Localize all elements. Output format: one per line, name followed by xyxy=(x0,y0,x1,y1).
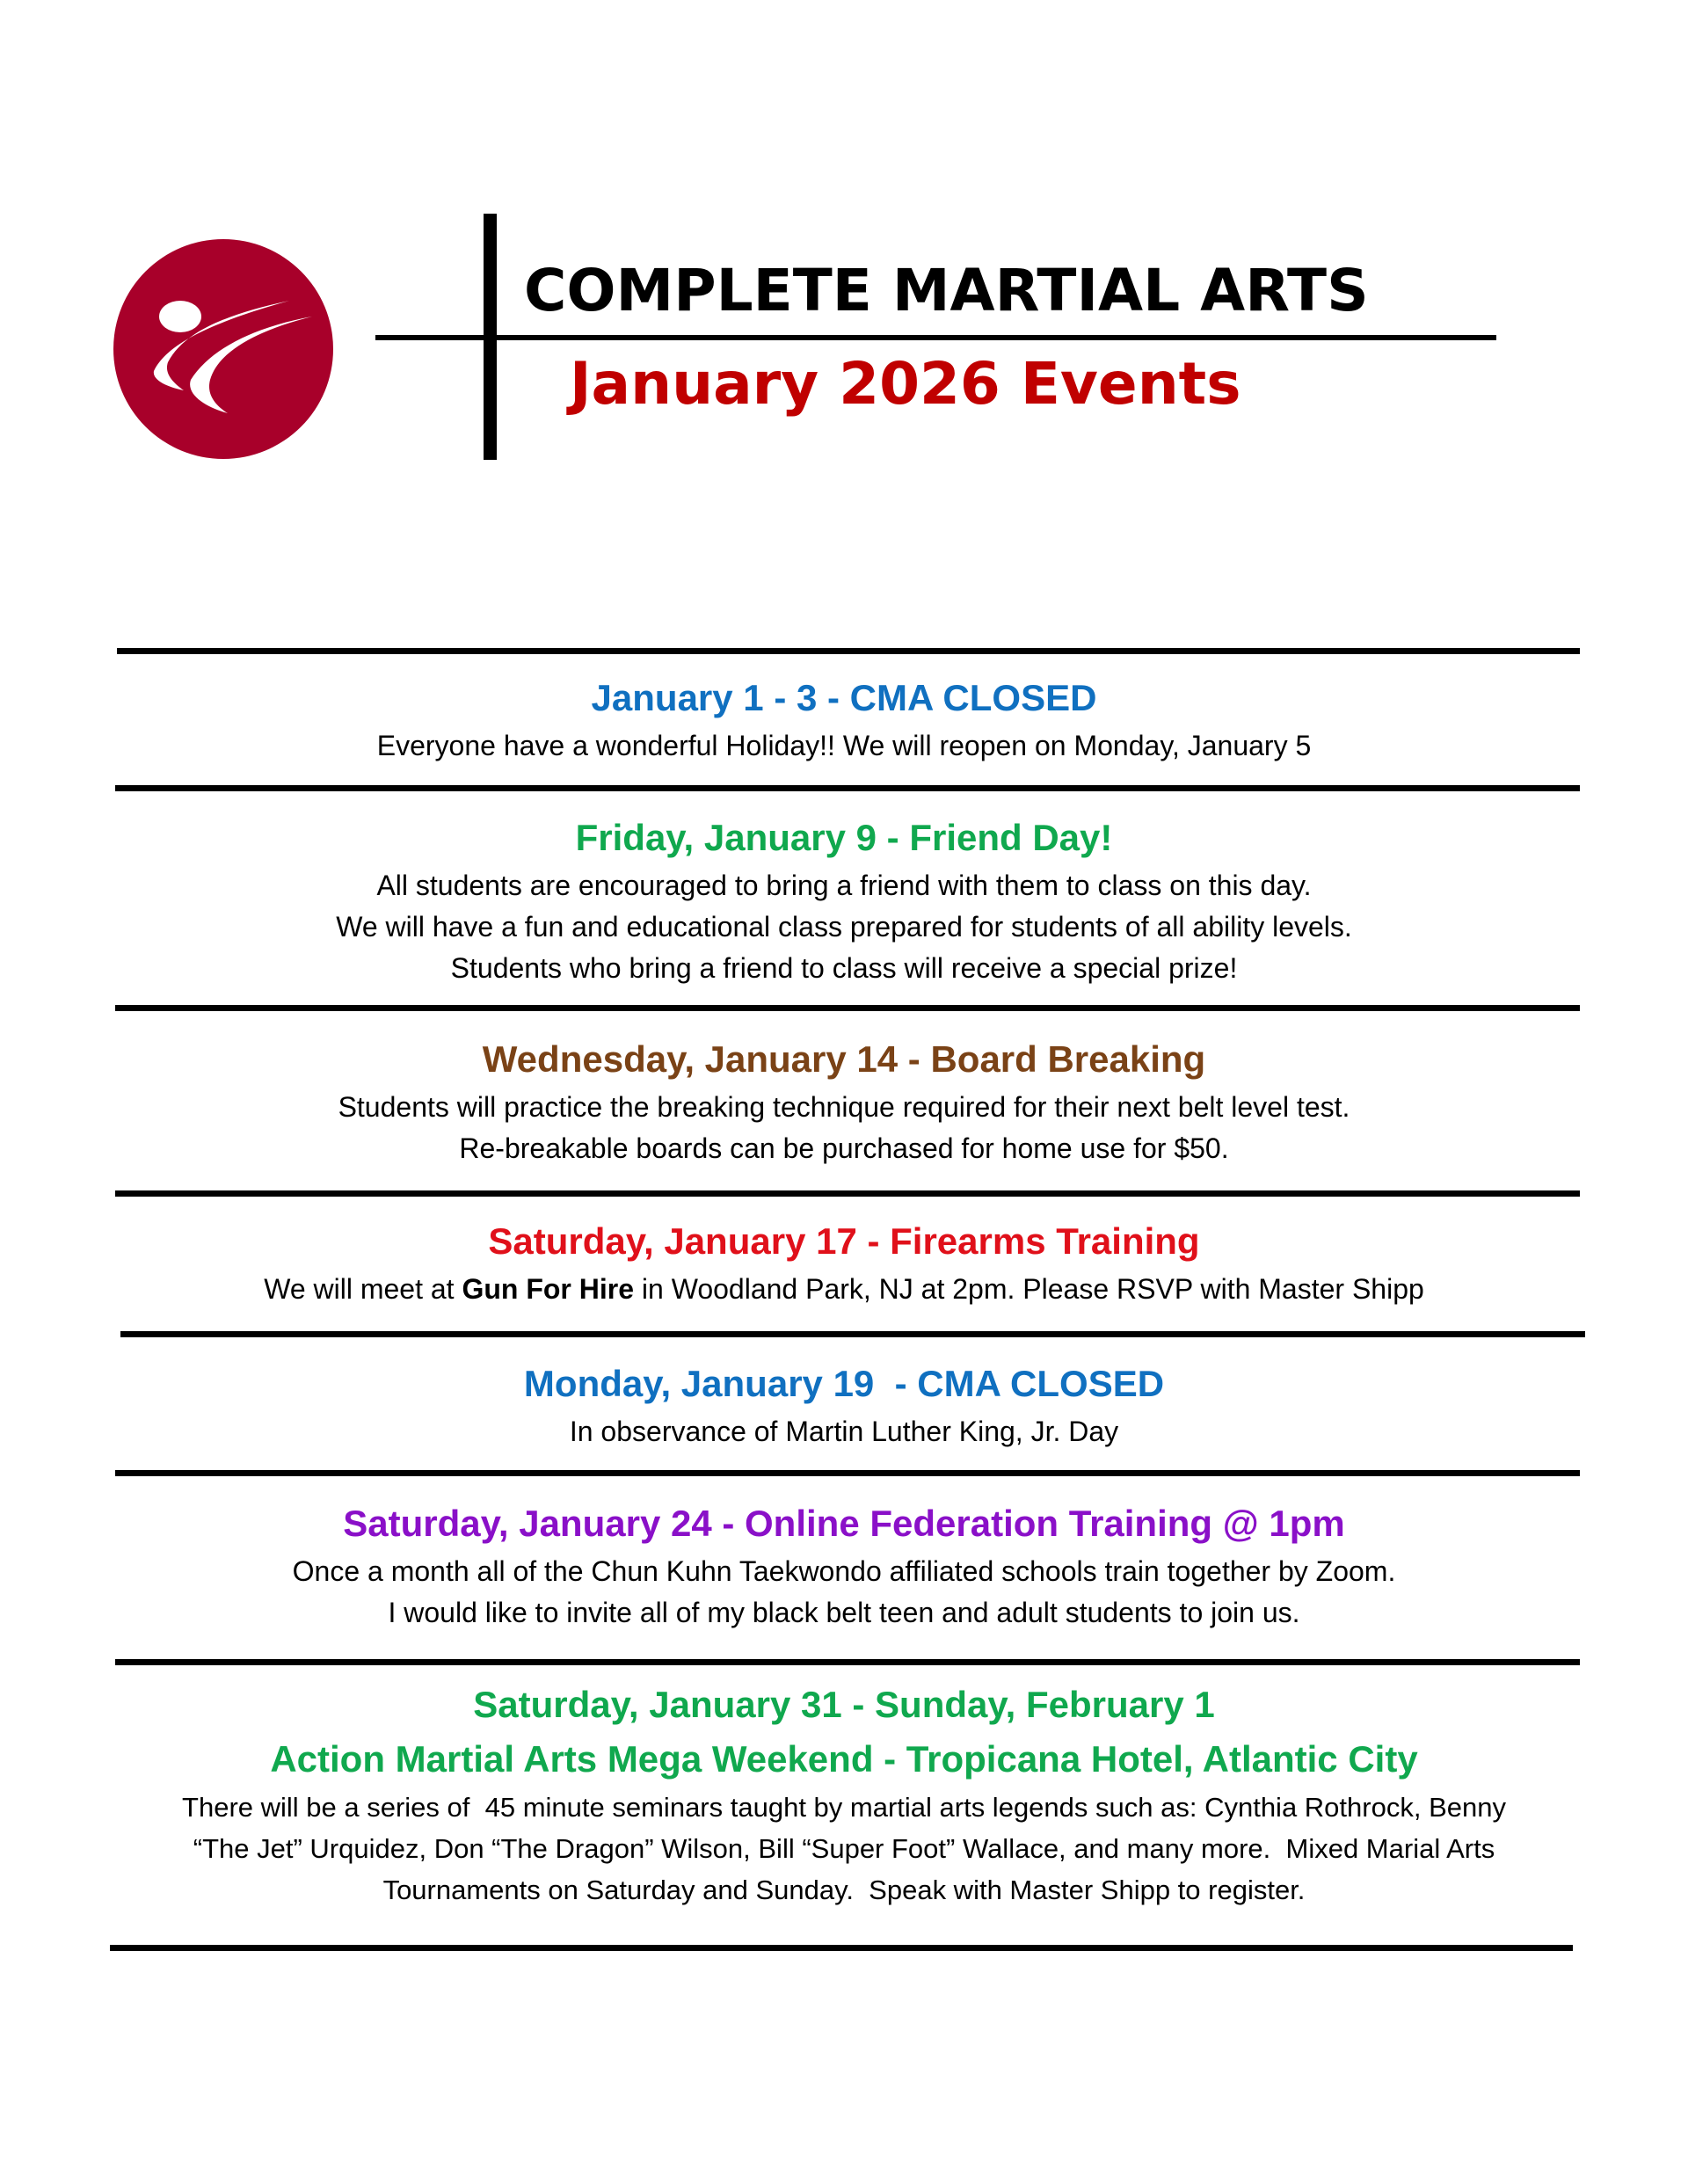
header-horizontal-rule xyxy=(375,335,1496,340)
event-item xyxy=(106,811,1582,989)
divider xyxy=(115,1005,1580,1011)
page-title: January 2026 Events xyxy=(570,350,1241,418)
event-description-line: We will have a fun and educational class prepared for students of all ability levels. xyxy=(336,911,1352,943)
martial-artist-kick-icon xyxy=(113,239,333,459)
event-item xyxy=(97,1678,1591,1911)
event-description-line: Students will practice the breaking technique required for their next belt level test. xyxy=(338,1091,1350,1123)
event-item xyxy=(106,671,1582,767)
venue-name: Gun For Hire xyxy=(462,1273,634,1305)
event-description: In observance of Martin Luther King, Jr. Day xyxy=(569,1416,1119,1447)
event-description-line: I would like to invite all of my black belt teen and adult students to join us. xyxy=(388,1597,1300,1628)
event-description-text: We will meet at xyxy=(264,1273,462,1305)
divider xyxy=(115,1190,1580,1197)
event-subtitle: Action Martial Arts Mega Weekend - Tropicana Hotel, Atlantic City xyxy=(270,1738,1418,1780)
event-description: Everyone have a wonderful Holiday!! We will reopen on Monday, January 5 xyxy=(376,730,1312,761)
event-title: Saturday, January 31 - Sunday, February 1 xyxy=(473,1684,1215,1725)
event-title: January 1 - 3 - CMA CLOSED xyxy=(591,677,1097,718)
event-description-text: in Woodland Park, NJ at 2pm. Please RSVP with Master Shipp xyxy=(634,1273,1424,1305)
event-item xyxy=(106,1357,1582,1452)
event-description-line: Students who bring a friend to class will receive a special prize! xyxy=(450,952,1238,984)
event-description xyxy=(106,1269,1582,1310)
event-item xyxy=(106,1214,1582,1310)
event-title: Wednesday, January 14 - Board Breaking xyxy=(482,1038,1206,1080)
complete-martial-arts-logo xyxy=(113,239,333,459)
event-description-line: There will be a series of 45 minute seminars taught by martial arts legends such as: Cynthia Rothrock, Benny xyxy=(182,1792,1506,1823)
event-description-line: Once a month all of the Chun Kuhn Taekwondo affiliated schools train together by Zoom. xyxy=(292,1555,1396,1587)
event-title: Saturday, January 17 - Firearms Training xyxy=(488,1220,1200,1262)
divider xyxy=(110,1945,1573,1951)
event-description-line: All students are encouraged to bring a friend with them to class on this day. xyxy=(376,870,1312,901)
event-item xyxy=(106,1032,1582,1169)
divider xyxy=(117,648,1580,654)
event-title: Monday, January 19 - CMA CLOSED xyxy=(523,1363,1165,1404)
event-item xyxy=(106,1496,1582,1634)
event-title: Saturday, January 24 - Online Federation Training @ 1pm xyxy=(343,1503,1345,1544)
event-description-line: Tournaments on Saturday and Sunday. Speak with Master Shipp to register. xyxy=(382,1875,1306,1905)
event-description-line: Re-breakable boards can be purchased for home use for $50. xyxy=(459,1132,1229,1164)
event-title: Friday, January 9 - Friend Day! xyxy=(575,817,1113,858)
divider xyxy=(115,1659,1580,1665)
divider xyxy=(120,1331,1585,1337)
divider xyxy=(115,1470,1580,1476)
organization-name: COMPLETE MARTIAL ARTS xyxy=(524,257,1369,324)
event-description-line: “The Jet” Urquidez, Don “The Dragon” Wilson, Bill “Super Foot” Wallace, and many more. Mixed Marial Arts xyxy=(193,1833,1495,1864)
divider xyxy=(115,785,1580,791)
